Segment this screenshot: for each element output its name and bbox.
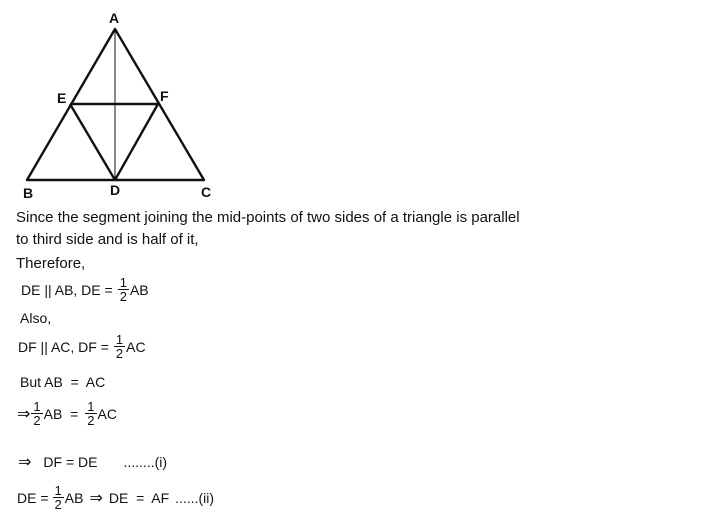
eq6-tag: ......(ii) [175, 489, 215, 506]
eq2-lhs: DF || AC, DF = [18, 338, 109, 355]
vertex-label-c: C [201, 184, 212, 200]
eq1-denominator: 2 [119, 289, 127, 304]
text-line-2: to third side and is half of it, [16, 231, 199, 248]
eq6-numerator: 1 [54, 483, 62, 498]
equation-4 [17, 400, 117, 427]
eq4-mid: AB = [43, 405, 79, 422]
equation-5 [18, 454, 167, 470]
eq1-fraction [118, 276, 129, 303]
eq4-implies-symbol: ⇒ [17, 403, 31, 423]
equation-2 [18, 333, 146, 360]
eq2-denominator: 2 [115, 346, 124, 361]
eq4-rhs: AC [97, 405, 117, 422]
segment-ed [70, 104, 115, 180]
eq1-lhs: DE || AB, DE = [21, 281, 113, 298]
eq4-denominator-1: 2 [33, 413, 41, 428]
eq5-implies-symbol: ⇒ [18, 452, 32, 471]
segment-fd [115, 104, 158, 180]
eq2-rhs: AC [126, 338, 146, 355]
eq6-mid: AB [64, 489, 84, 506]
eq1-rhs: AB [129, 281, 149, 298]
eq6-lhs: DE = [17, 489, 49, 506]
triangle-figure [0, 0, 230, 205]
equation-1 [21, 276, 149, 303]
eq2-numerator: 1 [115, 332, 124, 347]
vertex-label-a: A [109, 10, 120, 26]
eq4-denominator-2: 2 [87, 413, 95, 428]
equation-6 [17, 484, 214, 511]
text-line-1: Since the segment joining the mid-points of two sides of a triangle is parallel [16, 209, 520, 226]
eq6-denominator: 2 [54, 497, 62, 512]
eq4-numerator-2: 1 [87, 399, 95, 414]
vertex-label-e: E [57, 90, 67, 106]
vertex-label-f: F [160, 88, 169, 104]
eq3-text: But AB = AC [20, 374, 106, 390]
eq2-fraction [114, 333, 125, 360]
eq4-fraction-2 [85, 400, 96, 427]
text-line-3: Therefore, [16, 255, 86, 272]
eq6-fraction [53, 484, 64, 511]
equation-3 [20, 374, 105, 390]
vertex-label-b: B [23, 185, 34, 201]
eq6-rhs: DE = AF [108, 489, 170, 506]
eq6-implies-symbol: ⇒ [89, 487, 103, 507]
eq4-fraction-1 [31, 400, 42, 427]
eq5-body: DF = DE [43, 454, 98, 470]
vertex-label-d: D [110, 182, 121, 198]
eq5-tag: ........(i) [123, 454, 168, 470]
text-also: Also, [20, 310, 52, 326]
eq4-numerator-1: 1 [33, 399, 41, 414]
eq1-numerator: 1 [119, 275, 127, 290]
